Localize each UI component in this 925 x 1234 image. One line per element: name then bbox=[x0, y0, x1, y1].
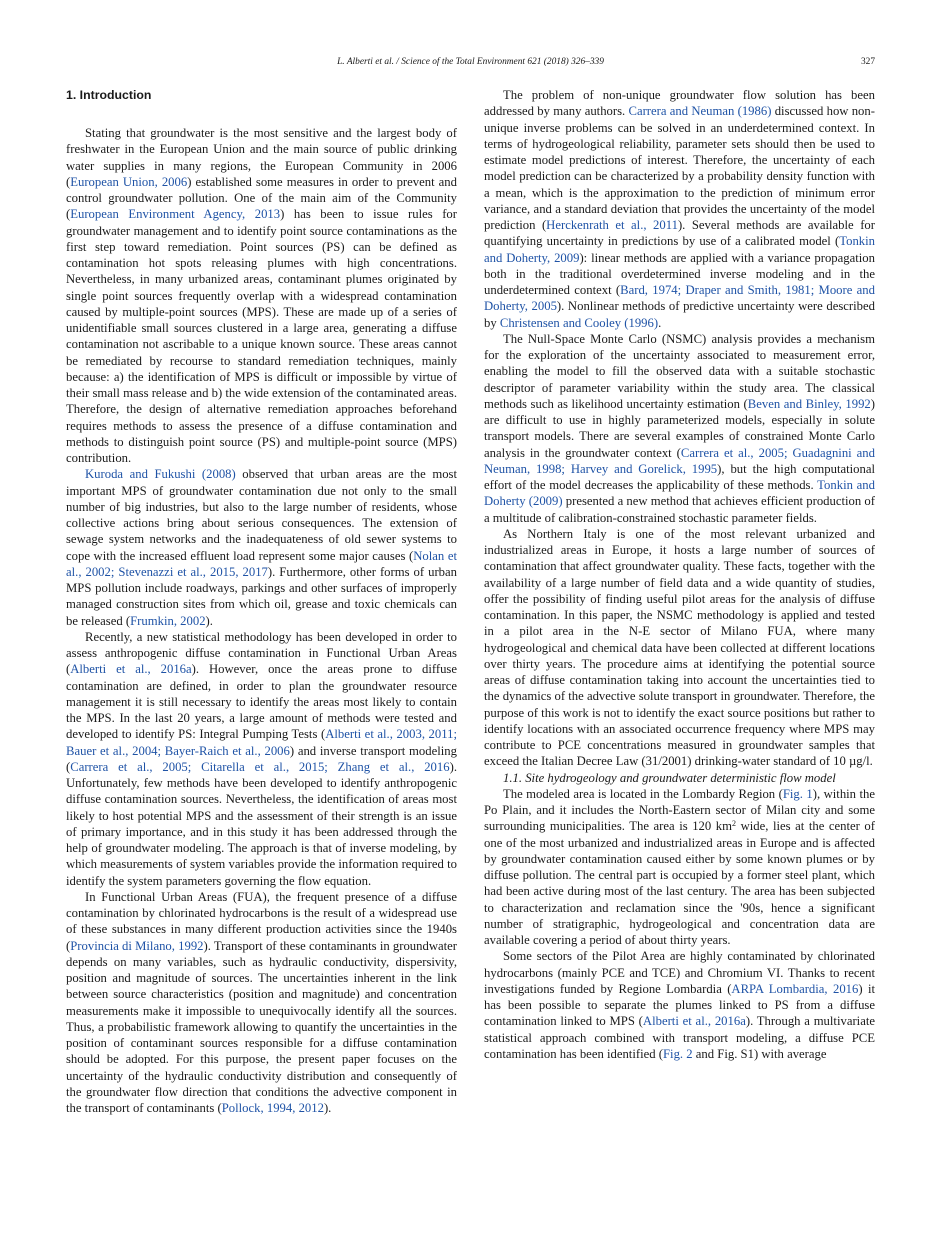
citation-link[interactable]: Bard, 1974; Draper and Smith, 1981; Moore and Doherty, 2005 bbox=[484, 283, 875, 314]
citation-link[interactable]: Carrera et al., 2005; Guadagnini and Neuman, 1998; Harvey and Gorelick, 1995 bbox=[484, 445, 875, 476]
page-number: 327 bbox=[860, 57, 875, 67]
text-run: ) it has been possible to separate the plumes linked to PS from a diffuse contamination linked to MPS ( bbox=[484, 981, 876, 1029]
text-run: The Null-Space Monte Carlo (NSMC) analysis provides a mechanism for the exploration of the uncertainty associated to measurement error, enabling the model to fill the observed data with a suitable stochastic descriptor of parameter variability within the study area. The classical methods such as likelihood uncertainty estimation ( bbox=[484, 331, 875, 411]
text-run: ), within the Po Plain, and it includes the North-Eastern sector of Milan city and some surrounding municipalities. The area is 120 km bbox=[484, 786, 875, 834]
citation-link[interactable]: Carrera et al., 2005; Citarella et al., 2015; Zhang et al., 2016 bbox=[70, 759, 450, 774]
text-run: ). Nonlinear methods of predictive uncertainty were described by bbox=[484, 299, 875, 330]
text-run: ). Unfortunately, few methods have been developed to identify anthropogenic diffuse contamination sources. Nevertheless, the identification of areas most likely to host potential MPS and the assessment of their strength is an issue of primary importance, and in this study it has been addressed through the help of groundwater modeling. The approach is that of inverse modeling, by which measurements of system variables provide the information required to identify the system parameters governing the flow equation. bbox=[66, 759, 457, 888]
text-run: ). However, once the areas prone to diffuse contamination are defined, in order to plan the groundwater resource management it is still necessary to identify the areas most likely to contain the MPS. In the last 20 years, a large amount of methods were tested and developed to identify PS: Integral Pumping Tests ( bbox=[66, 662, 457, 742]
text-run: ). Several methods are available for quantifying uncertainty in predictions by use of a calibrated model ( bbox=[484, 218, 875, 249]
running-header bbox=[66, 57, 875, 71]
text-run: ). Furthermore, other forms of urban MPS pollution include roadways, parkings and other surfaces of improperly managed construction sites from which oil, grease and toxic chemicals can be released ( bbox=[66, 564, 457, 628]
text-run: ). bbox=[205, 613, 213, 628]
citation-link[interactable]: Herckenrath et al., 2011 bbox=[546, 218, 678, 232]
citation-link[interactable]: Christensen and Cooley (1996) bbox=[499, 315, 659, 330]
text-run: ). bbox=[323, 1101, 332, 1115]
citation-link[interactable]: European Environment Agency, 2013 bbox=[70, 207, 281, 222]
left-column bbox=[66, 87, 457, 1116]
citation-link[interactable]: Kuroda and Fukushi (2008) bbox=[85, 467, 236, 482]
text-run: observed that urban areas are the most important MPS of groundwater contamination due not only to the small number of big industries, but also to the large number of residents, whose collective actions bring about serious consequences. The extension of sewage system networks and the inadequateness of old sewer systems to cope with the increased effluent load represent some major causes ( bbox=[66, 467, 457, 563]
text-run: ) established some measures in order to prevent and control groundwater pollution. One of the main aim of the Community ( bbox=[66, 174, 457, 222]
text-run: Some sectors of the Pilot Area are highly contaminated by chlorinated hydrocarbons (mainly PCE and TCE) and Chromium VI. Thanks to recent investigations funded by Regione Lombardia ( bbox=[484, 949, 875, 996]
text-run: ). Through a multivariate statistical approach combined with transport modeling, a diffuse PCE contamination has been identified ( bbox=[484, 1014, 875, 1061]
superscript: 2 bbox=[732, 819, 737, 829]
text-run: The modeled area is located in the Lombardy Region ( bbox=[503, 786, 783, 801]
text-run: ) are difficult to use in highly parameterized models, especially in solute transport models. There are several examples of constrained Monte Carlo analysis in the groundwater context ( bbox=[484, 396, 875, 460]
citation-link[interactable]: Nolan et al., 2002; Stevenazzi et al., 2015, 2017 bbox=[66, 548, 457, 579]
text-run: ), but the high computational effort of the model decreases the applicability of these methods. bbox=[484, 461, 876, 492]
paragraph bbox=[484, 526, 875, 770]
citation-link[interactable]: Frumkin, 2002 bbox=[130, 613, 206, 628]
citation-link[interactable]: ARPA Lombardia, 2016 bbox=[731, 981, 859, 996]
citation-link[interactable]: Fig. 2 bbox=[662, 1046, 693, 1061]
right-column bbox=[484, 87, 875, 1062]
text-run: Stating that groundwater is the most sensitive and the largest body of freshwater in the European Union and the main source of public drinking water supplies in many regions, the European Community in 2006 ( bbox=[66, 126, 457, 189]
paragraph bbox=[66, 889, 457, 1117]
subsection-title: 1.1. Site hydrogeology and groundwater deterministic flow model bbox=[503, 770, 836, 785]
text-run: ) and inverse transport modeling ( bbox=[66, 743, 457, 774]
paragraph bbox=[484, 87, 875, 331]
citation-link[interactable]: Pollock, 1994, 2012 bbox=[221, 1101, 324, 1115]
citation-link[interactable]: Tonkin and Doherty, 2009 bbox=[484, 234, 875, 265]
paragraph bbox=[484, 331, 875, 526]
text-run: wide, lies at the center of one of the most urbanized and industrialized areas in Europe and is affected by groundwater contamination caused either by some known plumes or by diffuse pollution. The central part is occupied by a former steel plant, which had been active during most of the last century. The area has been subjected to characterization and reclamation since the '90s, hence a significant number of stratigraphic, hydrogeological and concentration data are available covering a period of about thirty years. bbox=[484, 819, 875, 947]
citation-link[interactable]: Alberti et al., 2003, 2011; Bauer et al., 2004; Bayer-Raich et al., 2006 bbox=[66, 727, 457, 758]
citation-link[interactable]: Alberti et al., 2016a bbox=[70, 662, 192, 677]
paragraph bbox=[66, 466, 457, 629]
text-run: In Functional Urban Areas (FUA), the frequent presence of a diffuse contamination by chlorinated hydrocarbons is the result of a widespread use of these substances in many different production activities since the 1940s ( bbox=[66, 889, 457, 953]
text-run: ). Transport of these contaminants in groundwater depends on many variables, such as hydraulic conductivity, dispersivity, position and magnitude of sources. The uncertainties inherent in the link between source characteristics (position and magnitude) and concentration measurements make it impossible to unequivocally identify all the sources. Thus, a probabilistic framework allowing to quantify the uncertainties in the position of contaminant sources responsible for a diffuse contamination should be adopted. For this purpose, the present paper focuses on the uncertainty of the hydraulic conductivity distribution and consequently of the groundwater flow direction that conditions the advective component in the transport of contaminants ( bbox=[66, 938, 457, 1115]
text-run: ): linear methods are applied with a variance propagation both in the traditional overdetermined inverse modeling and in the underdetermined context ( bbox=[484, 250, 875, 297]
text-run: ) has been to issue rules for groundwater management and to identify point source contaminations as the first step toward remediation. Point sources (PS) can be defined as contamination hot spots releasing plumes with high concentrations. Nevertheless, in many urbanized areas, contaminant plumes originated by single point sources frequently overlap with a widespread contamination caused by multiple-point sources (MPS). These are made up of a series of unidentifiable small sources clustered in a large area, generating a diffuse contamination not ascribable to a unique known source. These areas cannot be remediated by recourse to standard remediation techniques, mainly because: a) the identification of MPS is difficult or impossible by virtue of their small mass release and b) the wide extension of the contaminated areas. Therefore, the design of alternative remediation approaches beforehand requires methods to assess the presence of a diffuse contamination and methods to distinguish point source (PS) and multiple-point source (MPS) contribution. bbox=[66, 207, 457, 465]
paragraph bbox=[484, 948, 875, 1062]
paragraph bbox=[484, 786, 875, 949]
section-title: 1. Introduction bbox=[66, 88, 152, 102]
text-run: presented a new method that achieves efficient production of a multitude of calibration-constrained stochastic parameter fields. bbox=[484, 494, 875, 525]
citation-link[interactable]: Provincia di Milano, 1992 bbox=[70, 938, 204, 953]
running-title: L. Alberti et al. / Science of the Total Environment 621 (2018) 326–339 bbox=[337, 57, 604, 67]
text-run: Recently, a new statistical methodology has been developed in order to assess anthropogenic diffuse contamination in Functional Urban Areas ( bbox=[66, 629, 457, 677]
citation-link[interactable]: European Union, 2006 bbox=[70, 174, 188, 189]
paragraph bbox=[66, 629, 457, 889]
text-run: discussed how non-unique inverse problems can be solved in an underdetermined context. In terms of hydrogeological reliability, parameter sets should then be used to estimate model predictions of interest. Therefore, the uncertainty of each model prediction can be characterized by a probability density function with a mean, which is the approximation to the prediction of minimum error variance, and a standard deviation that provides the uncertainty of the model prediction ( bbox=[484, 104, 875, 232]
citation-link[interactable]: Carrera and Neuman (1986) bbox=[628, 104, 772, 119]
citation-link[interactable]: Beven and Binley, 1992 bbox=[747, 396, 871, 411]
citation-link[interactable]: Fig. 1 bbox=[782, 786, 813, 801]
text-run: . bbox=[658, 315, 662, 330]
paragraph bbox=[66, 125, 457, 466]
text-run: As Northern Italy is one of the most relevant urbanized and industrialized areas in Europe, it hosts a large number of sources of contamination that affect groundwater quality. These facts, together with the availability of a large number of field data and a wide quantity of studies, offer the possibility of finding useful pilot areas for the analysis of diffuse contamination. In this paper, the NSMC methodology is applied and tested in a pilot area in the N-E sector of Milano FUA, where many hydrogeological and chemical data have been collected at different locations over thirty years. The procedure aims at identifying the potential source areas of diffuse contamination taking into account the uncertainties tied to the dynamics of the advective solute transport in groundwater. Therefore, the purpose of this work is not to identify the exact source positions but rather to identify locations with an associated occurrence frequency where MPS may contribute to PCE concentrations measured in groundwater samples that exceed the Italian Decree Law (31/2001) drinking-water standard of 10 µg/l. bbox=[484, 526, 875, 769]
text-run: The problem of non-unique groundwater flow solution has been addressed by many authors. bbox=[484, 88, 875, 119]
citation-link[interactable]: Tonkin and Doherty (2009) bbox=[484, 478, 875, 509]
text-run: and Fig. S1) with average bbox=[692, 1046, 827, 1061]
citation-link[interactable]: Alberti et al., 2016a bbox=[642, 1014, 746, 1029]
